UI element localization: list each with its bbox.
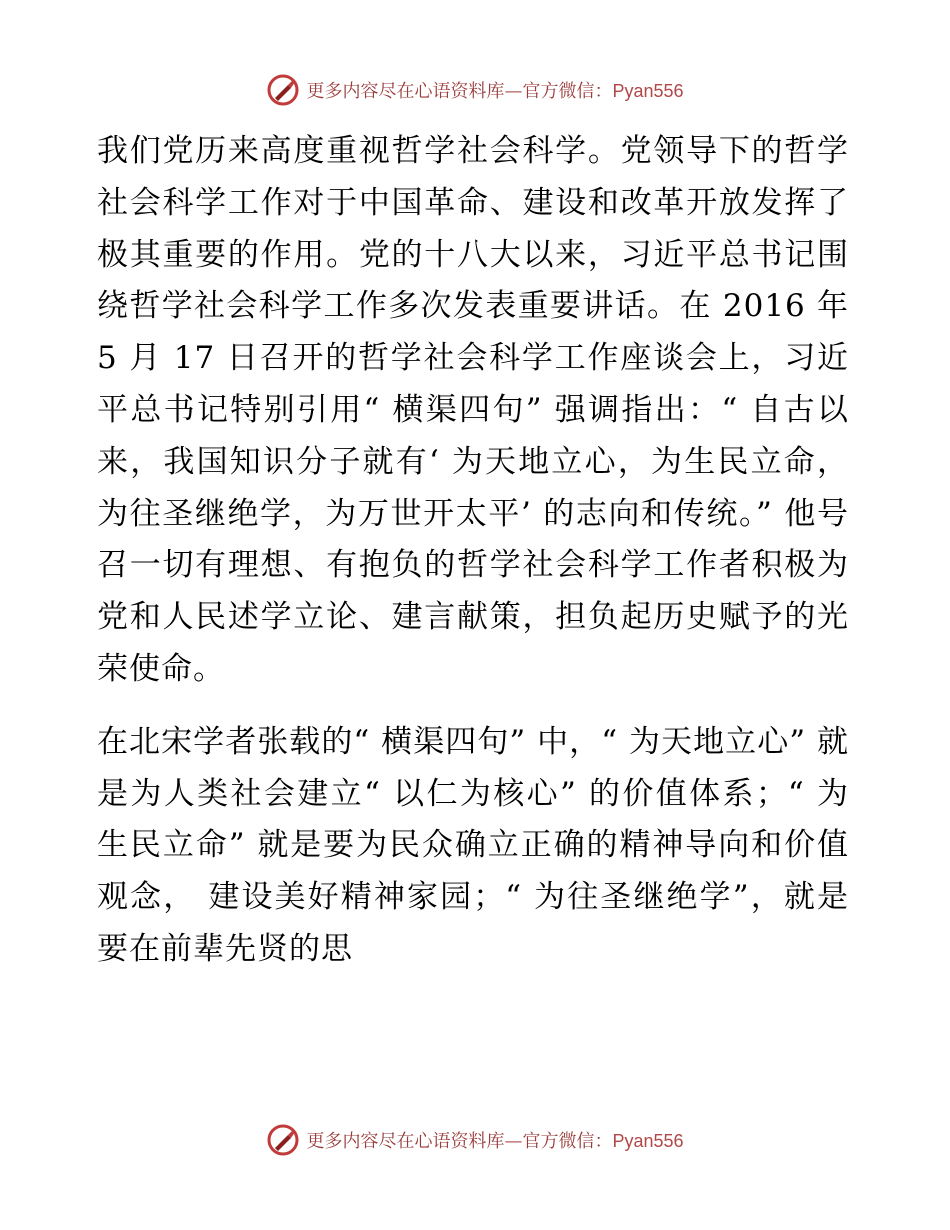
banner-wechat-label: 官方微信：	[522, 1131, 613, 1152]
banner-wechat-id: Pyan556	[612, 81, 684, 101]
banner-separator: —	[504, 81, 523, 102]
pen-nib-logo-icon	[266, 1123, 300, 1157]
banner-main-text: 更多内容尽在心语资料库	[306, 1131, 505, 1152]
paragraph-2: 在北宋学者张载的“ 横渠四句” 中，“ 为天地立心” 就是为人类社会建立“ 以仁为核心” 的价值体系；“ 为生民立命” 就是要为民众确立正确的精神导向和价值观念， 建设美好精神家园；“ 为往圣继绝学”，就是要在前辈先贤的思	[97, 723, 849, 967]
banner-text	[306, 1127, 683, 1153]
document-body	[97, 126, 849, 976]
footer-watermark-banner	[0, 1120, 950, 1160]
header-watermark-banner	[0, 70, 950, 110]
pen-nib-logo-icon	[266, 73, 300, 107]
banner-wechat-id: Pyan556	[612, 1131, 684, 1151]
banner-wechat-label: 官方微信：	[522, 81, 613, 102]
banner-separator: —	[504, 1131, 523, 1152]
paragraph-1: 我们党历来高度重视哲学社会科学。党领导下的哲学社会科学工作对于中国革命、建设和改革开放发挥了极其重要的作用。党的十八大以来，习近平总书记围绕哲学社会科学工作多次发表重要讲话。在 2016 年 5 月 17 日召开的哲学社会科学工作座谈会上，习近平总书记特别引用“ 横渠四句” 强调指出：“ 自古以来，我国知识分子就有‘ 为天地立心，为生民立命，为往圣继绝学，为万世开太平’ 的志向和传统。” 他号召一切有理想、有抱负的哲学社会科学工作者积极为党和人民述学立论、建言献策，担负起历史赋予的光荣使命。	[97, 133, 849, 687]
banner-text	[306, 77, 683, 103]
banner-main-text: 更多内容尽在心语资料库	[306, 81, 505, 102]
